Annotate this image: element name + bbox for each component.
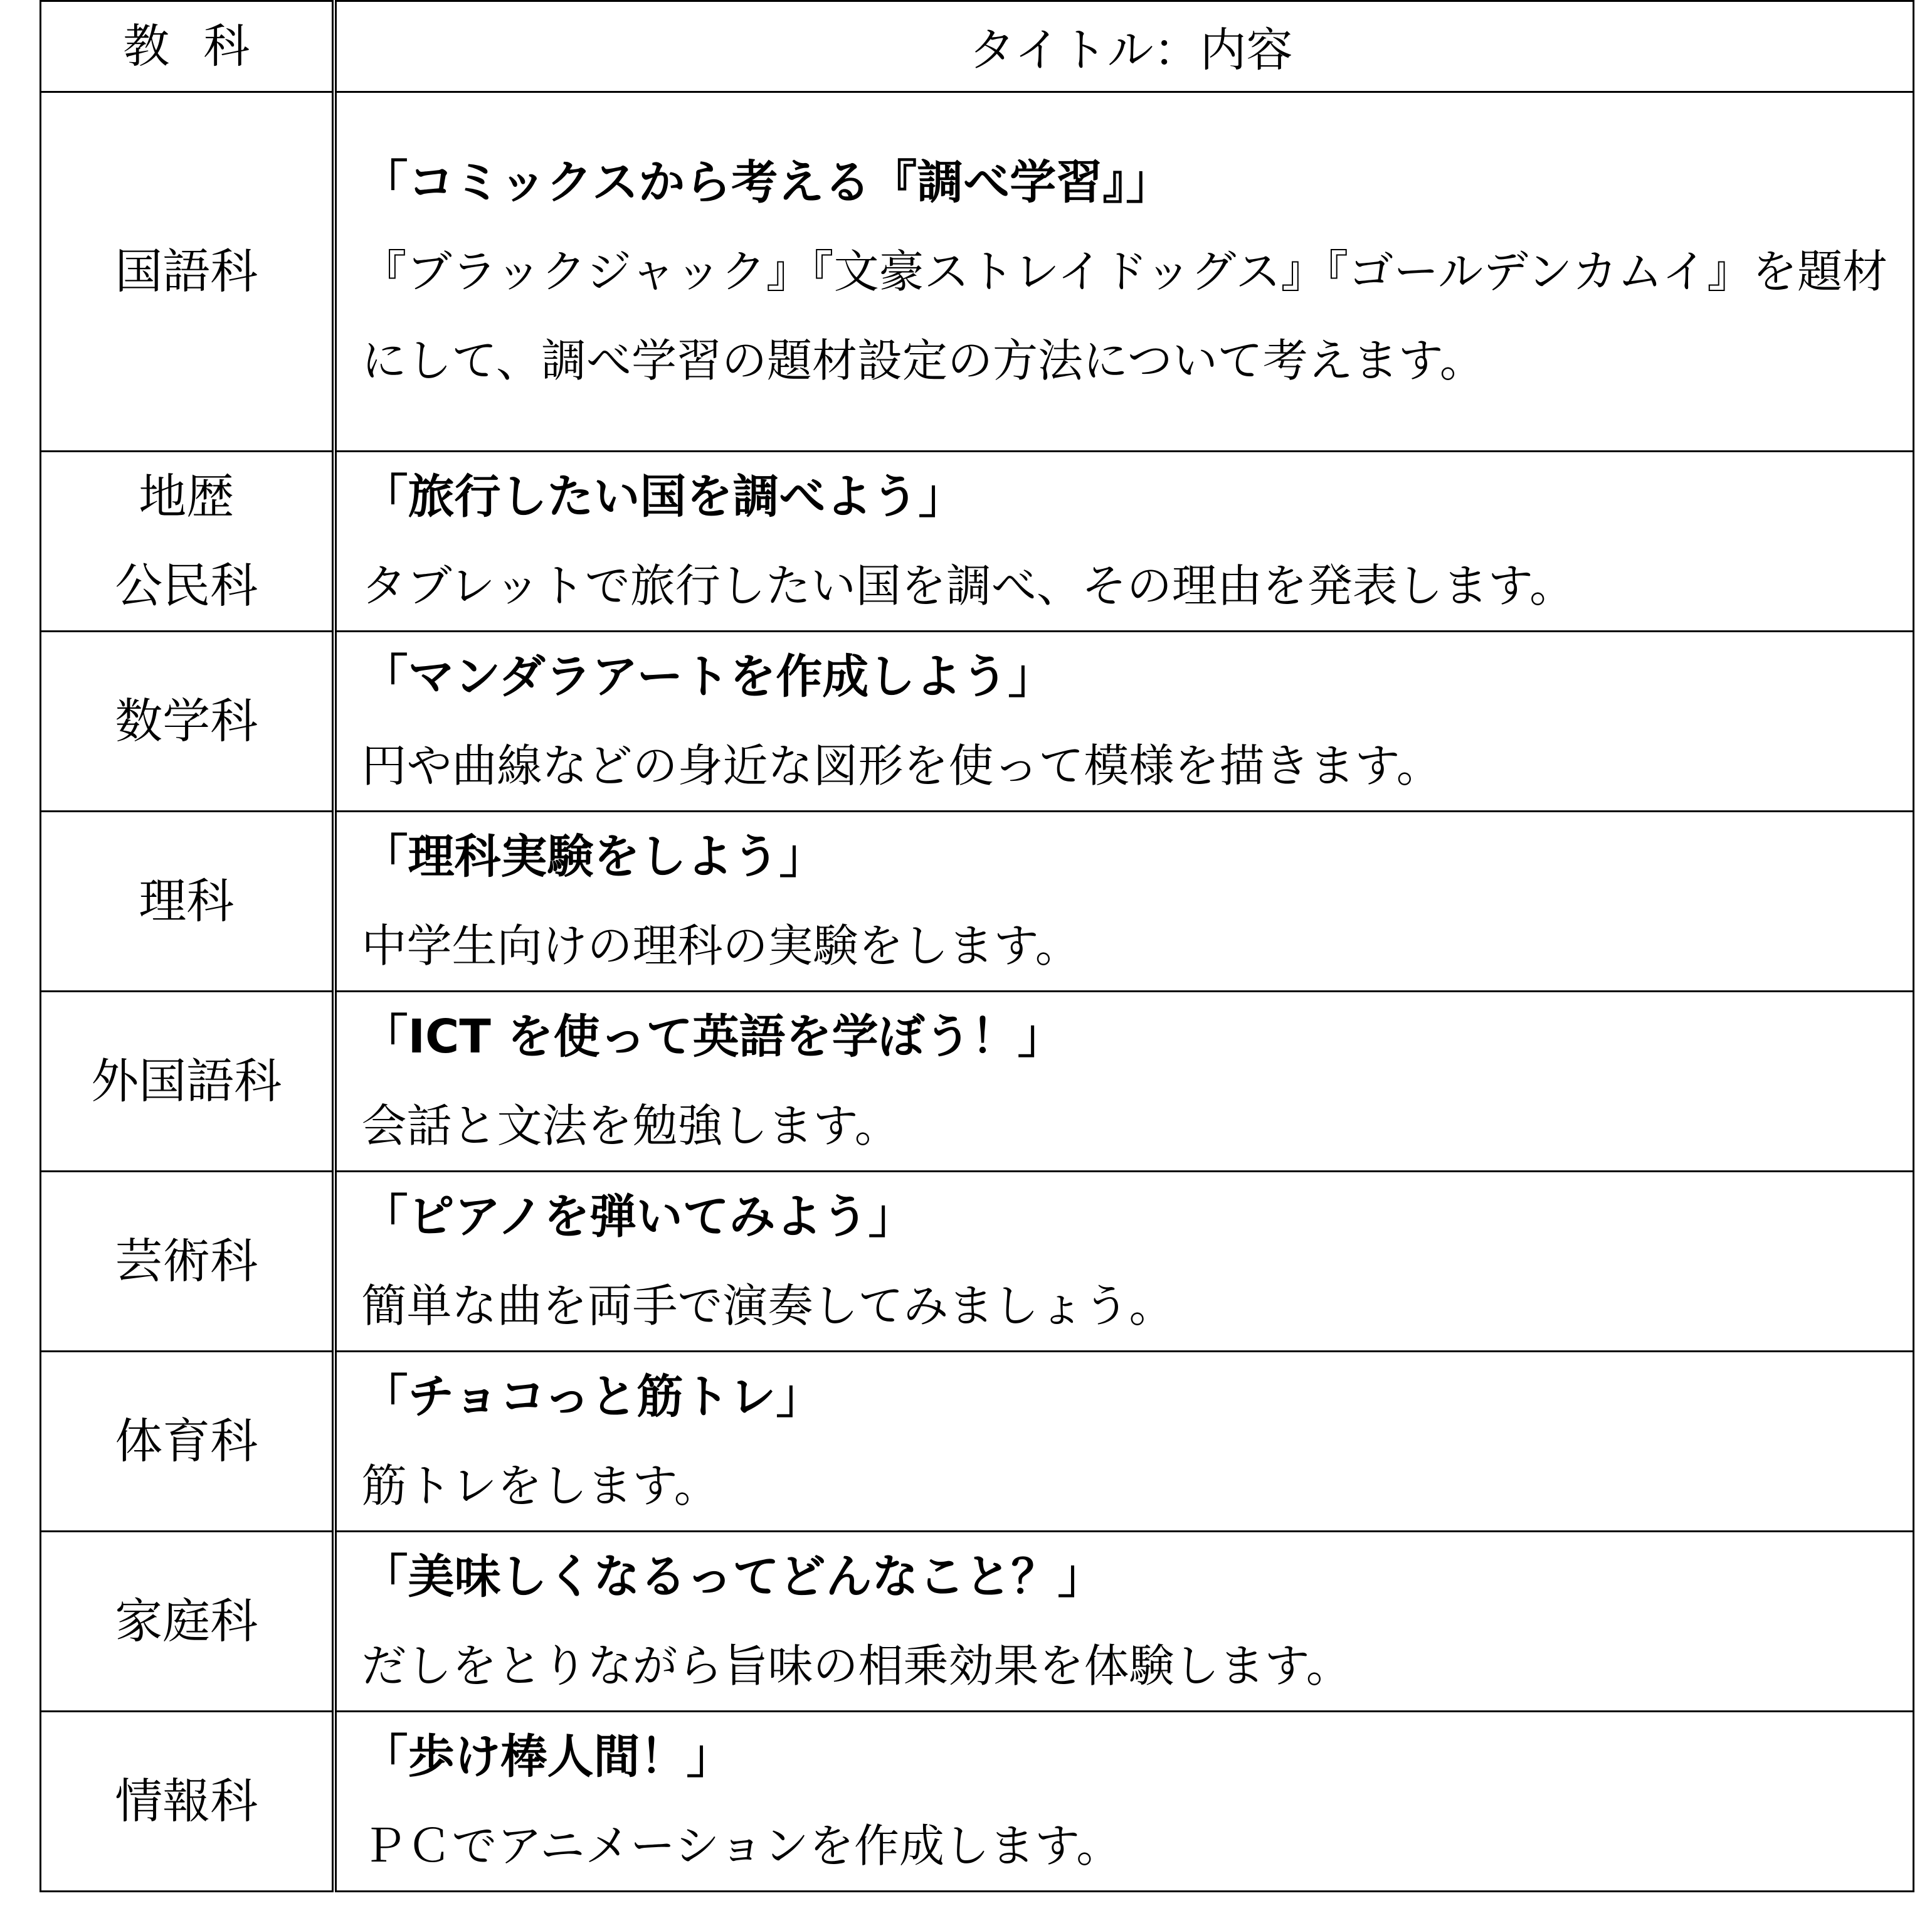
course-description: ＰＣでアニメーションを作成します。 xyxy=(361,1820,1122,1872)
course-description: 筋トレをします。 xyxy=(361,1460,719,1512)
subject-name: 芸術科 xyxy=(115,1233,258,1289)
header-subject: 教科 xyxy=(41,1,334,92)
table-header-row xyxy=(41,1,1914,92)
table-row xyxy=(41,1712,1914,1892)
content-cell xyxy=(334,992,1914,1172)
course-title: 「ピアノを弾いてみよう」 xyxy=(361,1190,915,1244)
course-title: 「ICT を使って英語を学ぼう！」 xyxy=(361,1010,1064,1064)
table-row xyxy=(41,1172,1914,1352)
subject-cell xyxy=(41,1172,334,1352)
content-cell xyxy=(334,1352,1914,1532)
course-description: だしをとりながら旨味の相乗効果を体験します。 xyxy=(361,1640,1351,1692)
course-title: 「チョコっと筋トレ」 xyxy=(361,1370,823,1424)
course-title: 「歩け棒人間！」 xyxy=(361,1730,733,1784)
content-cell xyxy=(334,452,1914,632)
course-title: 「マンダラアートを作成しよう」 xyxy=(361,650,1055,704)
content-cell xyxy=(334,92,1914,452)
subject-name-line2: 公民科 xyxy=(115,558,258,613)
course-title: 「コミックスから考える『調べ学習』」 xyxy=(361,156,1173,209)
subject-name: 情報科 xyxy=(115,1773,258,1829)
subject-cell xyxy=(41,812,334,992)
table-row xyxy=(41,632,1914,812)
subject-cell xyxy=(41,632,334,812)
subject-name: 数学科 xyxy=(115,693,258,749)
course-title: 「理科実験をしよう」 xyxy=(361,830,826,884)
subject-cell xyxy=(41,452,334,632)
table-row xyxy=(41,92,1914,452)
content-cell xyxy=(334,812,1914,992)
course-title: 「旅行したい国を調べよう」 xyxy=(361,470,965,524)
subject-cell xyxy=(41,92,334,452)
header-content: タイトル：内容 xyxy=(334,1,1914,92)
course-title: 「美味しくなるってどんなこと？」 xyxy=(361,1550,1104,1604)
content-cell xyxy=(334,1172,1914,1352)
course-description: 『ブラックジャック』『文豪ストレイドッグス』『ゴールデンカムイ』を題材にして、調べ学習の題材設定の方法について考えます。 xyxy=(361,245,1888,387)
table-row xyxy=(41,452,1914,632)
table-row xyxy=(41,1532,1914,1712)
course-description: タブレットで旅行したい国を調べ、その理由を発表します。 xyxy=(361,559,1575,612)
course-description: 会話と文法を勉強します。 xyxy=(361,1099,900,1152)
subject-name: 国語科 xyxy=(115,243,258,299)
table-row xyxy=(41,1352,1914,1532)
course-description: 簡単な曲を両手で演奏してみましょう。 xyxy=(361,1280,1175,1332)
subject-name: 体育科 xyxy=(115,1413,258,1469)
course-description: 円や曲線などの身近な図形を使って模様を描きます。 xyxy=(361,739,1442,792)
subject-table xyxy=(40,0,1914,1892)
content-cell xyxy=(334,1532,1914,1712)
subject-cell xyxy=(41,1352,334,1532)
course-description: 中学生向けの理科の実験をします。 xyxy=(361,919,1080,972)
subject-name: 地歴 xyxy=(139,469,235,524)
table-row xyxy=(41,992,1914,1172)
table-row xyxy=(41,812,1914,992)
subject-cell xyxy=(41,1532,334,1712)
subject-cell xyxy=(41,992,334,1172)
subject-name: 家庭科 xyxy=(115,1593,258,1649)
content-cell xyxy=(334,1712,1914,1892)
content-cell xyxy=(334,632,1914,812)
subject-name: 理科 xyxy=(139,873,235,929)
subject-name: 外国語科 xyxy=(91,1053,282,1109)
subject-cell xyxy=(41,1712,334,1892)
